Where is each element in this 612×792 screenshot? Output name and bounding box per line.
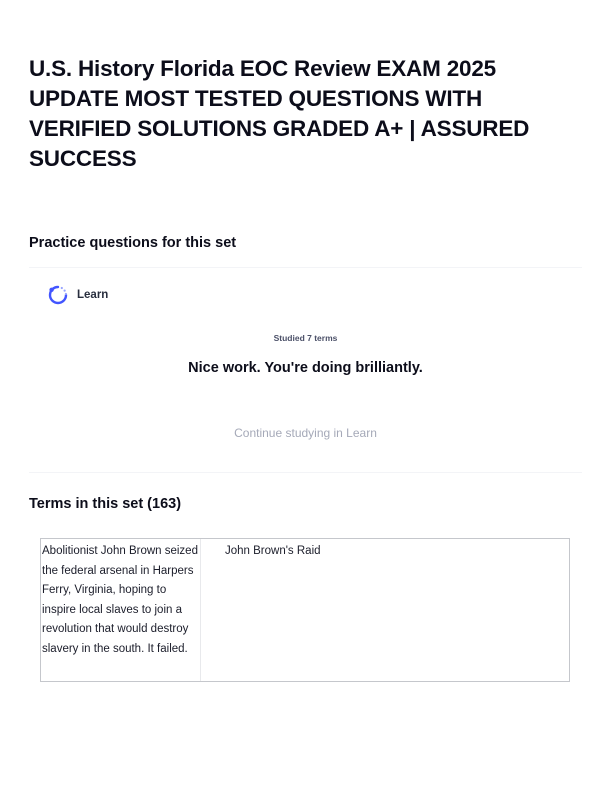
learn-mode-label: Learn (77, 289, 109, 301)
term-definition: Abolitionist John Brown seized the federal arsenal in Harpers Ferry, Virginia, hoping to inspire local slaves to join a revolution that would destroy slavery in the south. It failed. (41, 539, 201, 681)
terms-heading: Terms in this set (163) (29, 496, 182, 512)
practice-heading: Practice questions for this set (29, 235, 237, 251)
terms-table (40, 538, 570, 682)
term-name: John Brown's Raid (225, 545, 321, 557)
table-row (41, 539, 569, 681)
studied-count: Studied 7 terms (273, 333, 338, 343)
encouragement-message: Nice work. You're doing brilliantly. (188, 360, 423, 376)
learn-mode-button[interactable] (47, 284, 108, 306)
page-title: U.S. History Florida EOC Review EXAM 2025 UPDATE MOST TESTED QUESTIONS WITH VERIFIED SOLUTIONS GRADED A+ | ASSURED SUCCESS (29, 56, 530, 171)
learn-progress-icon (47, 284, 69, 306)
learn-card (29, 267, 582, 473)
continue-studying-link[interactable]: Continue studying in Learn (234, 426, 377, 440)
